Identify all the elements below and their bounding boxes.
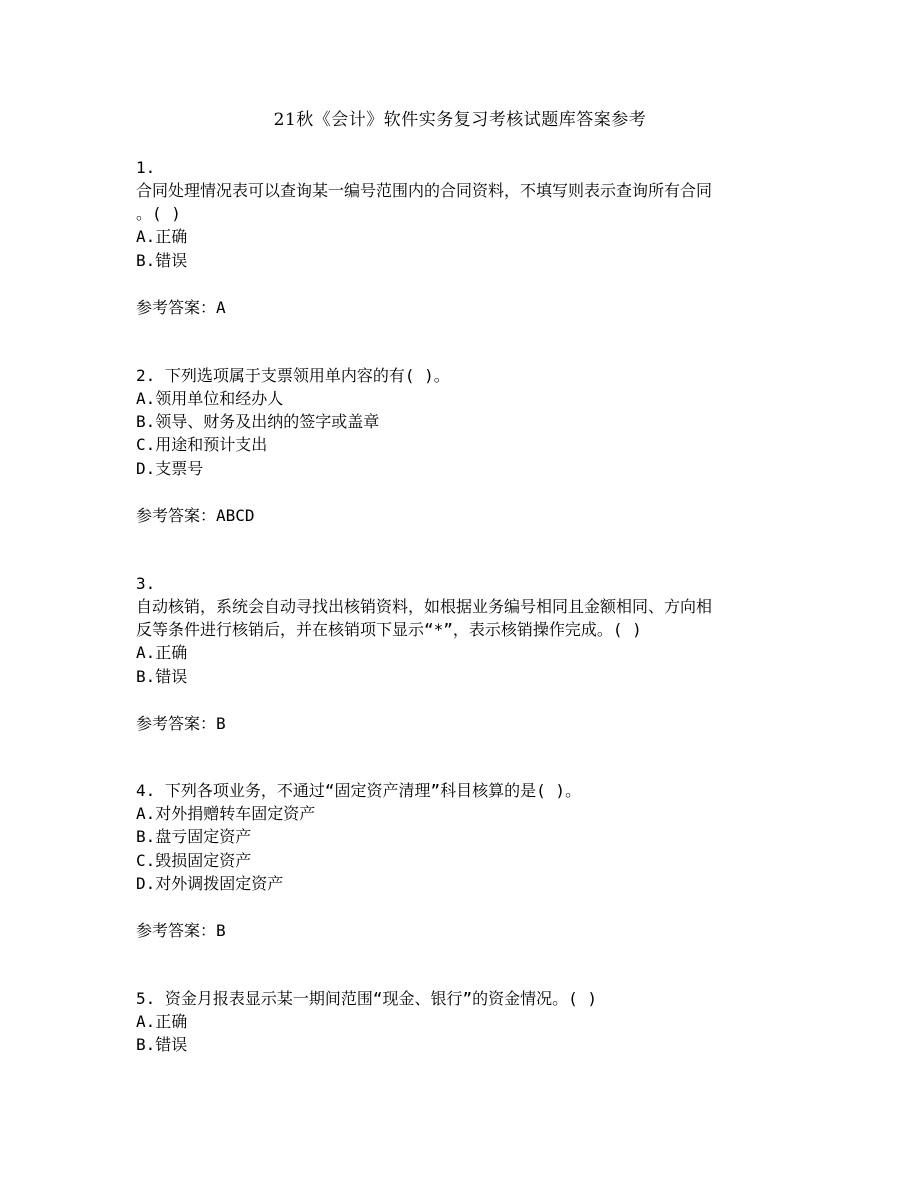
document-title: 21秋《会计》软件实务复习考核试题库答案参考 <box>273 110 647 130</box>
question-2-option-d: D.支票号 <box>136 459 204 478</box>
question-3-option-b: B.错误 <box>136 667 188 686</box>
question-5-option-b: B.错误 <box>136 1035 188 1054</box>
question-5-stem-line-1: 5. 资金月报表显示某一期间范围“现金、银行”的资金情况。( ) <box>136 989 598 1008</box>
question-4-option-c: C.毁损固定资产 <box>136 851 252 870</box>
question-1-stem-line-1: 合同处理情况表可以查询某一编号范围内的合同资料，不填写则表示查询所有合同 <box>136 181 713 200</box>
question-2-stem-line-1: 2. 下列选项属于支票领用单内容的有( )。 <box>136 366 450 385</box>
question-3-stem-line-1: 自动核销，系统会自动寻找出核销资料，如根据业务编号相同且金额相同、方向相 <box>136 597 713 616</box>
question-2-option-b: B.领导、财务及出纳的签字或盖章 <box>136 412 380 431</box>
question-1-answer: 参考答案：A <box>136 298 226 317</box>
question-2-answer: 参考答案：ABCD <box>136 506 255 525</box>
question-1-number: 1. <box>136 158 156 177</box>
question-5-option-a: A.正确 <box>136 1012 188 1031</box>
question-3-answer: 参考答案：B <box>136 714 226 733</box>
question-1-option-b: B.错误 <box>136 251 188 270</box>
question-2-option-a: A.领用单位和经办人 <box>136 389 284 408</box>
question-4-answer: 参考答案：B <box>136 921 226 940</box>
question-1-stem-line-2: 。( ) <box>136 204 181 223</box>
question-4-stem-line-1: 4. 下列各项业务，不通过“固定资产清理”科目核算的是( )。 <box>136 781 582 800</box>
question-4-option-b: B.盘亏固定资产 <box>136 827 252 846</box>
question-3-option-a: A.正确 <box>136 643 188 662</box>
question-3-number: 3. <box>136 574 156 593</box>
question-4-option-d: D.对外调拨固定资产 <box>136 874 284 893</box>
question-4-option-a: A.对外捐赠转车固定资产 <box>136 804 316 823</box>
question-2-option-c: C.用途和预计支出 <box>136 435 268 454</box>
question-3-stem-line-2: 反等条件进行核销后，并在核销项下显示“*”，表示核销操作完成。( ) <box>136 620 642 639</box>
question-1-option-a: A.正确 <box>136 227 188 246</box>
